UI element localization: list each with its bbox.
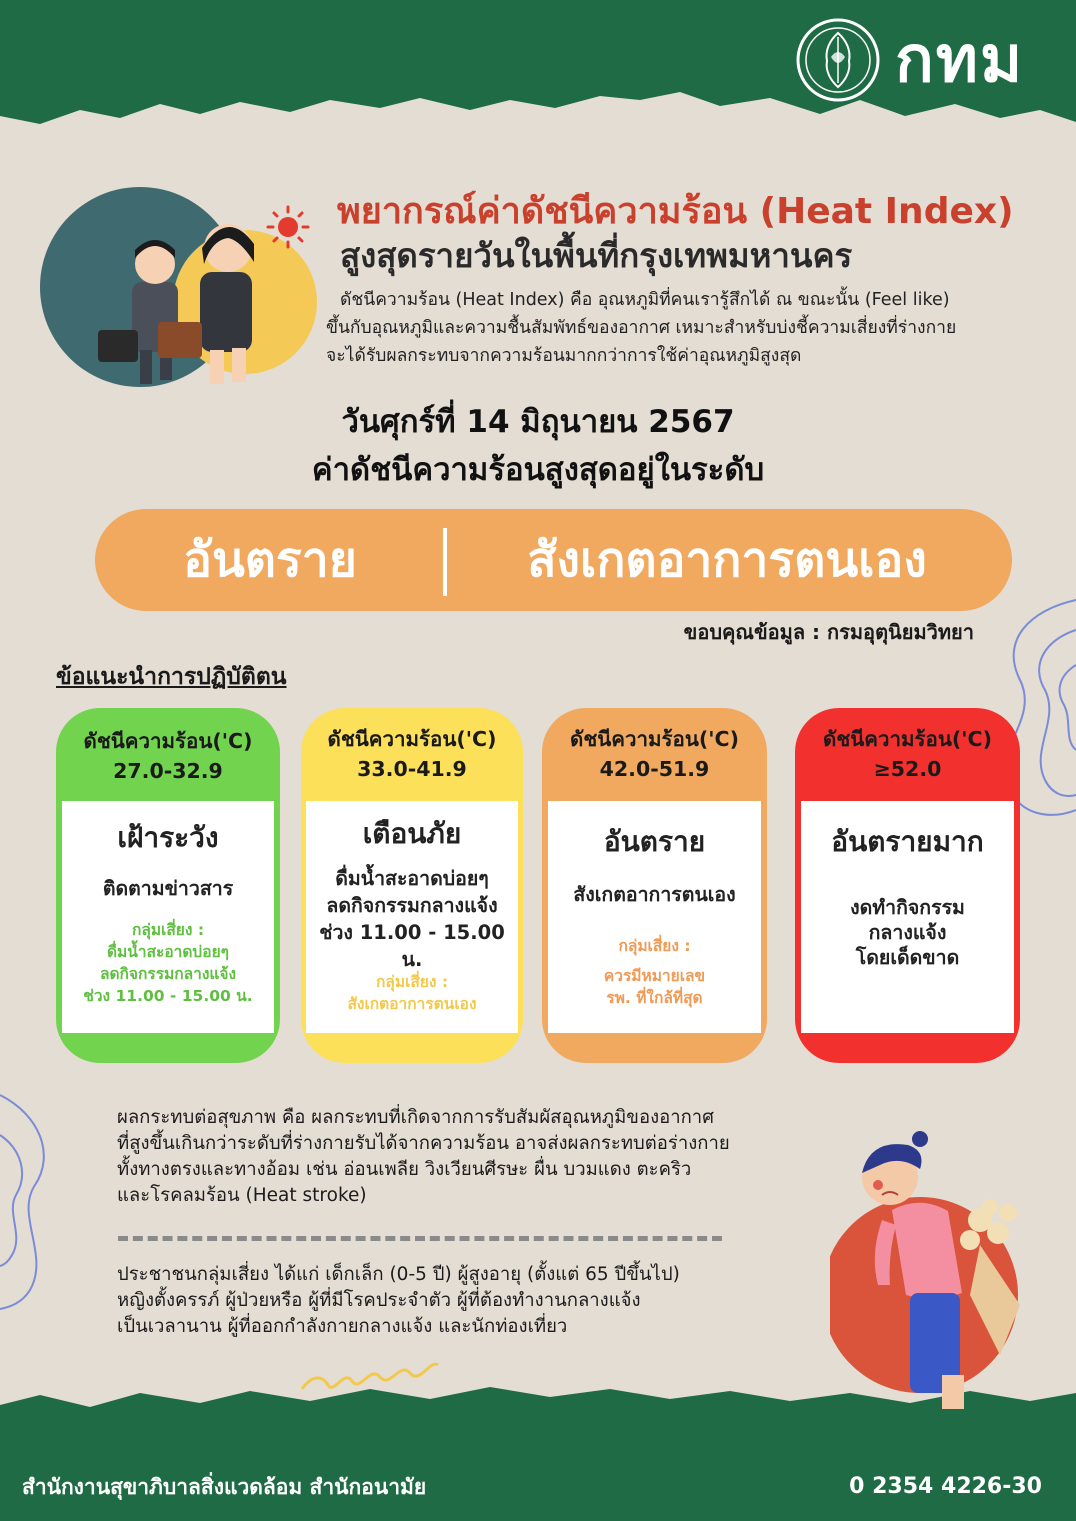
card-text-line: ดื่มน้ำสะอาดบ่อยๆ (335, 867, 489, 890)
card-text (306, 865, 518, 973)
card-body (801, 801, 1014, 1033)
card-risk-line: ช่วง 11.00 - 15.00 น. (83, 987, 253, 1005)
card-title: อันตรายมาก (831, 825, 984, 858)
swirl-decoration-icon (0, 1085, 70, 1315)
card-text-line: โดยเด็ดขาด (855, 946, 960, 969)
footer-organization: สำนักงานสุขาภิบาลสิ่งแวดล้อม สำนักอนามัย (22, 1475, 427, 1499)
risk-groups-text (117, 1262, 837, 1340)
card-text-line: ติดตามข่าวสาร (102, 877, 234, 900)
card-header-label: ดัชนีความร้อน('C) (83, 729, 253, 753)
card-header-label: ดัชนีความร้อน('C) (823, 727, 992, 751)
card-risk-line: สังเกตอาการตนเอง (347, 995, 477, 1013)
advice-card-danger (542, 708, 767, 1063)
bma-seal-icon (795, 17, 881, 103)
impact-line: ที่สูงขึ้นเกินกว่าระดับที่ร่างกายรับได้จากความร้อน อาจส่งผลกระทบต่อร่างกาย (117, 1133, 730, 1154)
card-body (306, 801, 518, 1033)
description-line: ดัชนีความร้อน (Heat Index) คือ อุณหภูมิที่คนเรารู้สึกได้ ณ ขณะนั้น (Feel like) (340, 290, 950, 310)
card-range: 42.0-51.9 (599, 757, 710, 781)
card-text-line: งดทำกิจกรรม (850, 896, 965, 919)
description-line: จะได้รับผลกระทบจากความร้อนมากกว่าการใช้ค่าอุณหภูมิสูงสุด (326, 346, 802, 366)
risk-group-line: เป็นเวลานาน ผู้ที่ออกกำลังกายกลางแจ้ง และนักท่องเที่ยว (117, 1316, 568, 1337)
card-title: อันตราย (603, 825, 706, 858)
card-header-label: ดัชนีความร้อน('C) (327, 727, 497, 751)
advice-card-warning (301, 708, 523, 1063)
advice-card-extreme-danger (795, 708, 1020, 1063)
card-risk-line: รพ. ที่ใกล้ที่สุด (606, 989, 703, 1007)
sun-icon (266, 205, 310, 249)
card-text (801, 895, 1014, 970)
health-impact-text (117, 1105, 837, 1209)
risk-group-line: ประชาชนกลุ่มเสี่ยง ได้แก่ เด็กเล็ก (0-5 ปี) ผู้สูงอายุ (ตั้งแต่ 65 ปีขึ้นไป) (117, 1264, 680, 1285)
card-risk-line: กลุ่มเสี่ยง : (618, 937, 691, 955)
card-header (542, 724, 767, 784)
risk-group-line: หญิงตั้งครรภ์ ผู้ป่วยหรือ ผู้ที่มีโรคประจำตัว ผู้ที่ต้องทำงานกลางแจ้ง (117, 1290, 641, 1311)
card-text (548, 881, 761, 908)
heat-index-description (326, 286, 986, 370)
card-risk-line: ลดกิจกรรมกลางแจ้ง (99, 965, 237, 983)
card-text-line: สังเกตอาการตนเอง (573, 883, 736, 906)
advice-card-caution (56, 708, 280, 1063)
page-subtitle: สูงสุดรายวันในพื้นที่กรุงเทพมหานคร (340, 236, 853, 275)
description-line: ขึ้นกับอุณหภูมิและความชื้นสัมพัทธ์ของอากาศ เหมาะสำหรับบ่งชี้ความเสี่ยงที่ร่างกาย (326, 318, 957, 338)
impact-line: และโรคลมร้อน (Heat stroke) (117, 1185, 367, 1206)
card-body (62, 801, 274, 1033)
card-risk-group (548, 935, 761, 1009)
tired-person-illustration (830, 1125, 1040, 1415)
card-text-line: ช่วง 11.00 - 15.00 น. (319, 921, 505, 971)
card-body (548, 801, 761, 1033)
advice-heading: ข้อแนะนำการปฏิบัติตน (56, 664, 287, 690)
card-header (795, 724, 1020, 784)
card-risk-group (306, 971, 518, 1015)
card-header (301, 724, 523, 784)
card-title: เฝ้าระวัง (117, 821, 219, 854)
card-risk-line: กลุ่มเสี่ยง : (375, 973, 449, 991)
card-range: ≥52.0 (873, 757, 942, 781)
card-risk-line: ควรมีหมายเลข (603, 967, 706, 985)
card-header (56, 726, 280, 786)
card-risk-group (62, 919, 274, 1007)
impact-line: ทั้งทางตรงและทางอ้อม เช่น อ่อนเพลีย วิงเวียนศีรษะ ผื่น บวมแดง ตะคริว (117, 1159, 692, 1180)
level-action: สังเกตอาการตนเอง (527, 532, 927, 588)
card-range: 33.0-41.9 (357, 757, 467, 781)
card-text (62, 875, 274, 902)
card-range: 27.0-32.9 (113, 759, 223, 783)
card-risk-line: ดื่มน้ำสะอาดบ่อยๆ (106, 943, 229, 961)
card-text-line: กลางแจ้ง (868, 921, 947, 944)
card-text-line: ลดกิจกรรมกลางแจ้ง (326, 894, 498, 917)
level-name: อันตราย (183, 532, 357, 588)
forecast-level-label: ค่าดัชนีความร้อนสูงสุดอยู่ในระดับ (311, 452, 765, 488)
card-risk-line: กลุ่มเสี่ยง : (131, 921, 205, 939)
card-title: เตือนภัย (362, 817, 462, 850)
dashed-divider (118, 1236, 722, 1241)
forecast-date: วันศุกร์ที่ 14 มิถุนายน 2567 (341, 404, 735, 440)
card-header-label: ดัชนีความร้อน('C) (570, 727, 739, 751)
footer-phone: 0 2354 4226-30 (849, 1474, 1042, 1499)
impact-line: ผลกระทบต่อสุขภาพ คือ ผลกระทบที่เกิดจากการรับสัมผัสอุณหภูมิของอากาศ (117, 1107, 714, 1128)
data-credit: ขอบคุณข้อมูล : กรมอุตุนิยมวิทยา (683, 620, 974, 644)
page-title: พยากรณ์ค่าดัชนีความร้อน (Heat Index) (337, 191, 1014, 232)
bma-logo-text: กทม (895, 23, 1025, 97)
